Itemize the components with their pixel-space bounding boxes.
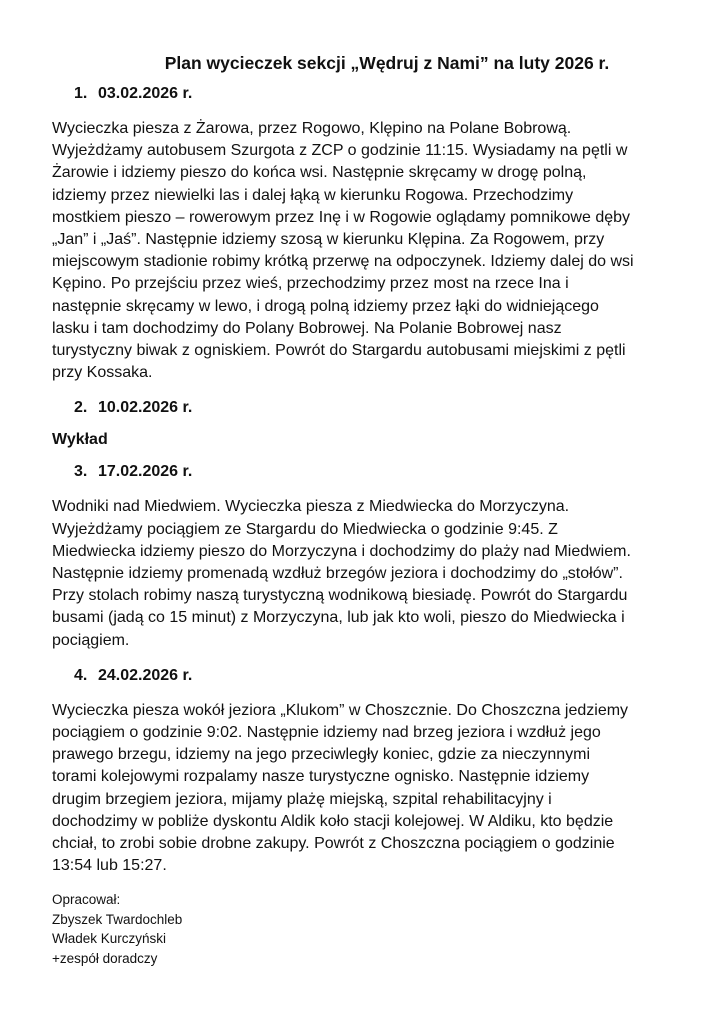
text-line: mostkiem pieszo – rowerowym przez Inę i w Rogowie oglądamy pomnikowe dęby: [52, 208, 631, 226]
text-line: Wyjeżdżamy autobusem Szurgota z ZCP o godzinie 11:15. Wysiadamy na pętli w: [52, 142, 628, 160]
entry-date: 17.02.2026 r.: [98, 463, 193, 481]
text-line: Żarowie i idziemy pieszo do końca wsi. Następnie skręcamy w drogę polną,: [52, 164, 587, 182]
entry-number: 1.: [74, 85, 88, 102]
entry-heading: [52, 398, 692, 418]
text-line: idziemy przez niewielki las i dalej łąką w kierunku Rogowa. Przechodzimy: [52, 186, 574, 204]
author-name: Zbyszek Twardochleb: [52, 911, 183, 927]
text-line: Kępino. Po przejściu przez wieś, przechodzimy przez most na rzece Ina i: [52, 275, 569, 293]
text-line: Przy stolach robimy naszą turystyczną wodnikową biesiadę. Powrót do Stargardu: [52, 587, 628, 605]
entry-number: 2.: [74, 399, 88, 417]
entry-date: 24.02.2026 r.: [98, 666, 193, 684]
entry-heading: [52, 666, 692, 686]
entry-subheading: Wykład: [52, 431, 108, 449]
text-line: „Jan” i „Jaś”. Następnie idziemy szosą w kierunku Klępina. Za Rogowem, przy: [52, 231, 605, 249]
text-line: torami kolejowymi rozpalamy nasze turystyczne ognisko. Następnie idziemy: [52, 768, 590, 786]
text-line: pociągiem.: [52, 631, 130, 649]
text-line: pociągiem o godzinie 9:02. Następnie idziemy nad brzeg jeziora i wzdłuż jego: [52, 724, 601, 742]
entry-date: 10.02.2026 r.: [98, 399, 193, 417]
text-line: Wyjeżdżamy pociągiem ze Stargardu do Miedwiecka o godzinie 9:45. Z: [52, 520, 558, 538]
entry-description: [52, 496, 692, 651]
text-line: Wycieczka piesza wokół jeziora „Klukom” w Choszcznie. Do Choszczna jedziemy: [52, 701, 629, 719]
entry-number: 3.: [74, 463, 88, 481]
entry-date: 03.02.2026 r.: [98, 85, 193, 102]
text-line: drugim brzegiem jeziora, mijamy plażę miejską, szpital rehabilitacyjny i: [52, 790, 552, 808]
text-line: busami (jadą co 15 minut) z Morzyczyna, lub jak kto woli, pieszo do Miedwiecka i: [52, 609, 625, 627]
text-line: Następnie idziemy promenadą wzdłuż brzegów jeziora i dochodzimy do „stołów”.: [52, 565, 623, 583]
entry-description: [52, 700, 692, 878]
author-name: Władek Kurczyński: [52, 931, 167, 947]
entry-heading: [52, 462, 692, 482]
text-line: Wodniki nad Miedwiem. Wycieczka piesza z Miedwiecka do Morzyczyna.: [52, 498, 570, 516]
document-page: [52, 52, 692, 968]
text-line: Wycieczka piesza z Żarowa, przez Rogowo, Klępino na Polane Bobrową.: [52, 120, 572, 137]
text-line: prawego brzegu, idziemy na jego przeciwległy koniec, gdzie za nieczynnymi: [52, 746, 591, 764]
author-name: +zespół doradczy: [52, 950, 158, 966]
document-title: Plan wycieczek sekcji „Wędruj z Nami” na luty 2026 r.: [164, 53, 610, 73]
text-line: następnie skręcamy w lewo, i drogą polną idziemy przez łąki do widniejącego: [52, 297, 599, 315]
text-line: dochodzimy w pobliże dyskontu Aldik koło stacji kolejowej. W Aldiku, kto będzie: [52, 812, 614, 830]
document-footer: [52, 890, 692, 968]
text-line: Miedwiecka idziemy pieszo do Morzyczyna i dochodzimy do plaży nad Miedwiem.: [52, 542, 631, 560]
text-line: przy Kossaka.: [52, 364, 153, 382]
text-line: chciał, to zrobi sobie drobne zakupy. Powrót z Choszczna pociągiem o godzinie: [52, 835, 615, 853]
entry-heading: [52, 84, 692, 104]
text-line: turystyczny biwak z ogniskiem. Powrót do Stargardu autobusami miejskimi z pętli: [52, 342, 626, 360]
text-line: miejscowym stadionie robimy krótką przerwę na odpoczynek. Idziemy dalej do wsi: [52, 253, 634, 271]
entry-description: [52, 118, 692, 384]
entry-number: 4.: [74, 666, 88, 684]
text-line: 13:54 lub 15:27.: [52, 857, 167, 875]
text-line: lasku i tam dochodzimy do Polany Bobrowej. Na Polanie Bobrowej nasz: [52, 319, 562, 337]
footer-label: Opracował:: [52, 892, 121, 908]
